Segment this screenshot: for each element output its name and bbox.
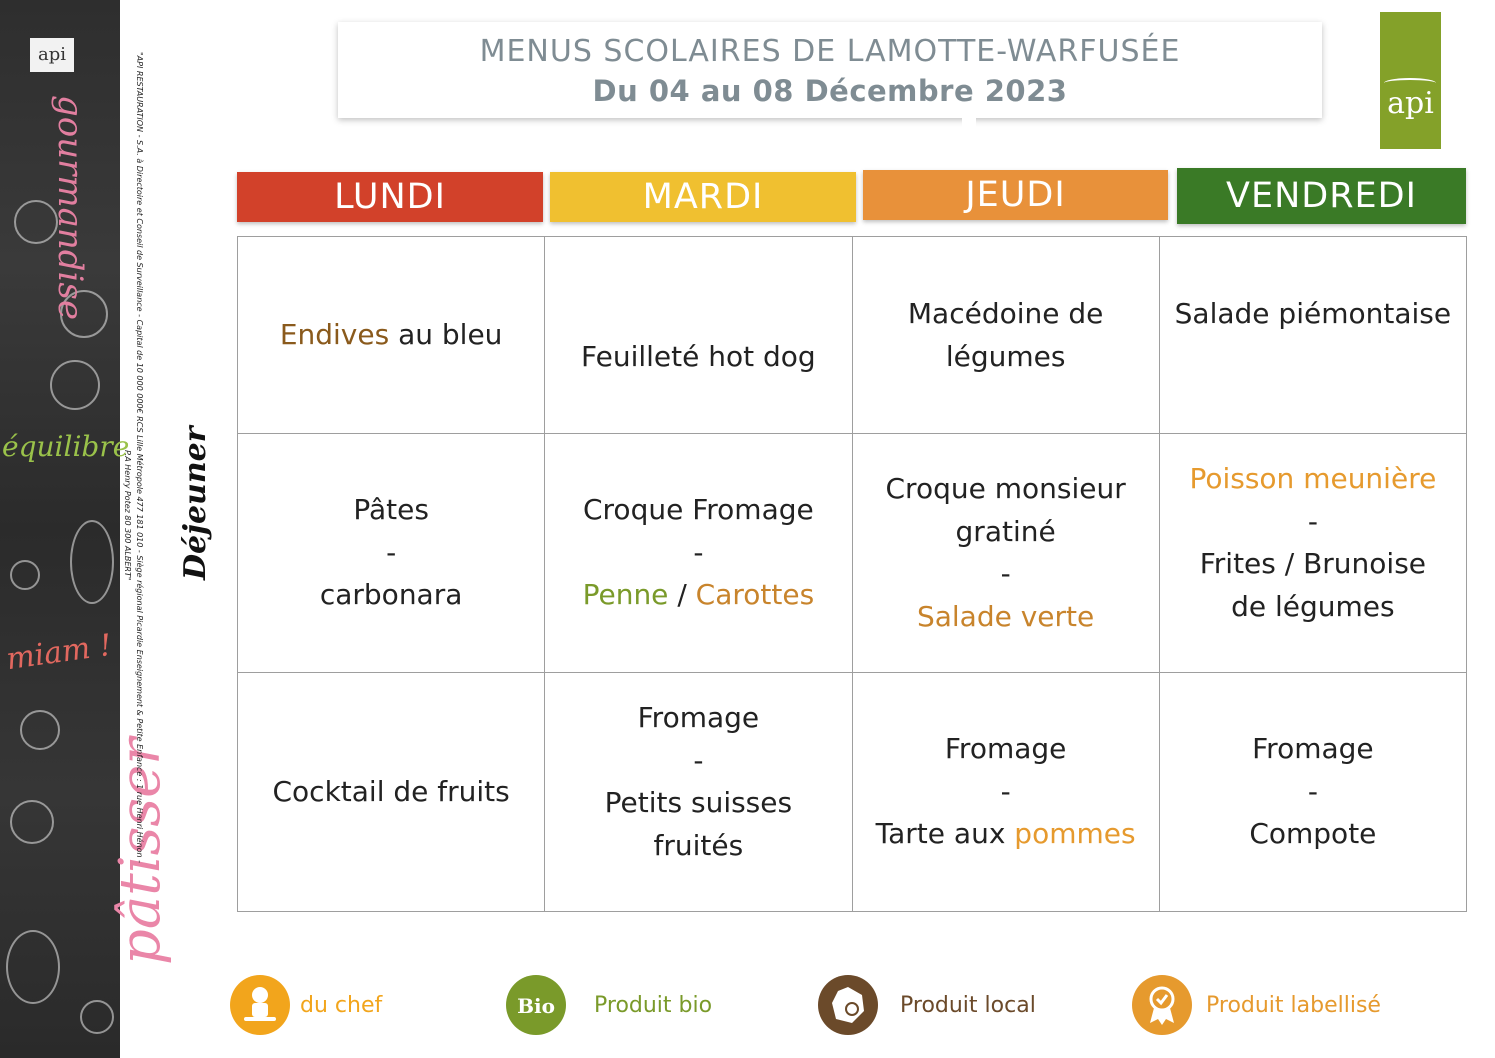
- cell-mardi-starter: [545, 237, 852, 434]
- meal-label-dejeuner: Déjeuner: [178, 426, 213, 580]
- dessert-vendredi-line1: Fromage: [1252, 732, 1374, 766]
- main-mardi-penne: Penne: [582, 578, 669, 612]
- main-mardi-line2: [551, 574, 845, 617]
- legend-chef: [230, 975, 430, 1037]
- main-mardi-slash: /: [668, 578, 696, 612]
- header-notch: [962, 118, 976, 128]
- logo-text: api: [1387, 86, 1434, 121]
- day-header-lundi: LUNDI: [237, 172, 543, 222]
- starter-jeudi-line2: légumes: [945, 339, 1066, 373]
- label-medal-icon: [1132, 975, 1192, 1035]
- cell-jeudi-main: [852, 434, 1159, 673]
- dessert-jeudi-line1: Fromage: [944, 732, 1067, 766]
- legal-line-2: P.A Henry Potez 80 300 ALBERT": [123, 450, 132, 581]
- dessert-lundi: Cocktail de fruits: [272, 774, 510, 808]
- doodle-circle: [50, 360, 100, 410]
- starter-jeudi-line1: Macédoine de: [907, 297, 1104, 330]
- main-jeudi-line1: Croque monsieur: [885, 472, 1126, 505]
- dessert-jeudi-sep: -: [1000, 774, 1011, 808]
- bio-icon: [506, 975, 566, 1035]
- dessert-mardi-sep: -: [693, 743, 704, 777]
- cell-mardi-dessert: [545, 673, 852, 912]
- legal-notice: [122, 52, 152, 972]
- dessert-mardi-line3: fruités: [653, 828, 744, 862]
- side-word-miam: miam !: [4, 627, 114, 678]
- dessert-jeudi-tarte: Tarte aux: [875, 817, 1015, 851]
- side-band-logo: api: [30, 38, 74, 72]
- main-mardi-sep: -: [693, 535, 704, 569]
- row-mains: [238, 434, 1467, 673]
- legend-label: [1132, 975, 1392, 1037]
- cell-jeudi-dessert: [852, 673, 1159, 912]
- starter-lundi-main: Endives: [279, 317, 390, 351]
- doodle-apple: [20, 710, 60, 750]
- dessert-mardi-line1: Fromage: [637, 701, 760, 734]
- main-vendredi-sep: -: [1307, 504, 1318, 538]
- side-word-patisser: pâtisser: [108, 737, 173, 965]
- side-word-gourmandise: gourmandise: [50, 95, 90, 321]
- legend-chef-label: du chef: [300, 993, 383, 1018]
- day-header-vendredi: VENDREDI: [1177, 168, 1466, 224]
- dessert-jeudi-line2: [859, 813, 1153, 856]
- menu-table: [237, 236, 1467, 912]
- cell-jeudi-starter: [852, 237, 1159, 434]
- cell-vendredi-dessert: [1159, 673, 1466, 912]
- main-mardi-carottes: Carottes: [695, 578, 815, 612]
- svg-text:Bio: Bio: [517, 994, 555, 1018]
- api-logo: [1380, 12, 1441, 149]
- doodle-whisk: [6, 930, 60, 1004]
- day-header-jeudi: JEUDI: [863, 170, 1168, 220]
- chef-icon: [230, 975, 290, 1035]
- legend-local: [818, 975, 1058, 1037]
- local-france-icon: [818, 975, 878, 1035]
- dessert-vendredi-line2: Compote: [1249, 817, 1377, 851]
- legal-line-1: "API RESTAURATION - S.A. à Directoire et Conseil de Surveillance - Capital de 10 000 000€ RCS Lille Métropole 477 181 010 - Siège régional Picardie Enseignement & Petite Enfance : 1 rue Henri Hénon -: [135, 52, 144, 864]
- starter-lundi-rest: au bleu: [389, 317, 503, 351]
- main-jeudi-line3: Salade verte: [916, 599, 1095, 633]
- doodle-circle: [80, 1000, 114, 1034]
- legend-label-label: Produit labellisé: [1206, 993, 1381, 1018]
- main-vendredi-line1: Poisson meunière: [1189, 462, 1437, 495]
- legend-bio: [506, 975, 736, 1037]
- main-jeudi-sep: -: [1000, 557, 1011, 590]
- legend-bio-label: Produit bio: [594, 993, 713, 1018]
- legend-local-label: Produit local: [900, 993, 1036, 1018]
- doodle-circle: [10, 560, 40, 590]
- dessert-jeudi-pommes: pommes: [1014, 817, 1136, 851]
- cell-lundi-starter: [238, 237, 545, 434]
- side-word-equilibre: équilibre: [2, 430, 130, 463]
- cell-vendredi-starter: [1159, 237, 1466, 434]
- row-starters: [238, 237, 1467, 434]
- starter-mardi: Feuilleté hot dog: [581, 339, 816, 373]
- starter-vendredi: Salade piémontaise: [1174, 297, 1452, 330]
- day-header-mardi: MARDI: [550, 172, 856, 222]
- cell-lundi-dessert: [238, 673, 545, 912]
- main-lundi-sep: -: [386, 535, 397, 569]
- main-vendredi-line2: Frites / Brunoise: [1199, 547, 1427, 580]
- main-jeudi-line2: gratiné: [955, 514, 1056, 548]
- cell-mardi-main: [545, 434, 852, 673]
- main-lundi-line1: Pâtes: [353, 493, 429, 527]
- page-title: MENUS SCOLAIRES DE LAMOTTE-WARFUSÉE: [479, 34, 1181, 69]
- doodle-circle: [10, 800, 54, 844]
- main-lundi-line2: carbonara: [319, 578, 463, 612]
- doodle-grapes: [70, 520, 114, 604]
- dessert-mardi-line2: Petits suisses: [604, 786, 793, 819]
- date-range: Du 04 au 08 Décembre 2023: [592, 74, 1068, 108]
- row-desserts: [238, 673, 1467, 912]
- main-vendredi-line3: de légumes: [1231, 589, 1395, 623]
- cell-lundi-main: [238, 434, 545, 673]
- menu-header: [338, 22, 1322, 118]
- main-mardi-line1: Croque Fromage: [582, 493, 814, 527]
- dessert-vendredi-sep: -: [1307, 774, 1318, 808]
- cell-vendredi-main: [1159, 434, 1466, 673]
